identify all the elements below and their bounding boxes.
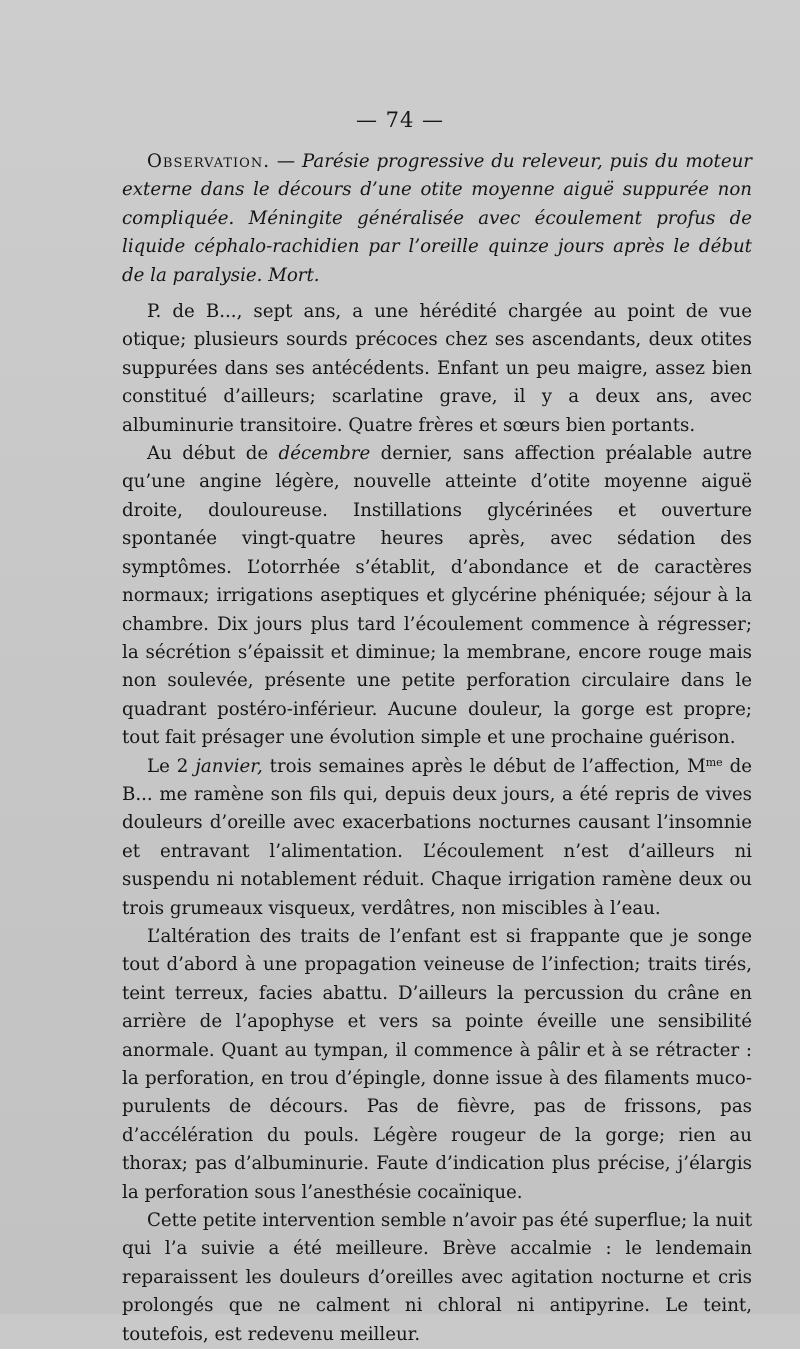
paragraph-4: L’altération des traits de l’enfant est si frappante que je songe tout d’abord à une propagation veineuse de l’infection; traits tirés, teint terreux, facies abattu. D’ailleurs la percussion du crâne en arrière de l’apophyse et vers sa pointe éveille une sensibilité anormale. Quant au tympan, il commence à pâlir et à se rétracter : la perforation, en trou d’épingle, donne issue à des filaments muco-purulents de décours. Pas de fièvre, pas de frissons, pas d’accélération du pouls. Légère rougeur de la gorge; rien au thorax; pas d’albuminurie. Faute d’indication plus précise, j’élargis la perforation sous l’anesthésie cocaïnique. — [122, 925, 752, 1203]
observation-dash: — — [270, 151, 302, 172]
observation-title: Parésie progressive du releveur, puis du moteur externe dans le décours d’une otite moyenne aiguë suppurée non compliquée. Méningite généralisée avec écoulement profus de liquide céphalo-rachidien par l’oreille quinze jours après le début de la paralysie. Mort. — [122, 151, 752, 286]
paragraph-3 — [122, 753, 752, 923]
paragraph-3-italic: janvier, — [195, 755, 263, 777]
paragraph-3-rest: de B... me ramène son fils qui, depuis deux jours, a été repris de vives douleurs d’oreille avec exacerbations nocturnes causant l’insomnie et entravant l’alimentation. L’écoulement n’est d’ailleurs ni suspendu ni notablement réduit. Chaque irrigation ramène deux ou trois grumeaux visqueux, verdâtres, non miscibles à l’eau. — [122, 755, 752, 919]
paragraph-5: Cette petite intervention semble n’avoir pas été superflue; la nuit qui l’a suivie a été meilleure. Brève accalmie : le lendemain reparaissent les douleurs d’oreilles avec agitation nocturne et cris prolongés que ne calment ni chloral ni antipyrine. Le teint, toutefois, est redevenu meilleur. — [122, 1210, 752, 1345]
paragraph-3-start: Le 2 — [147, 755, 196, 777]
paragraph-3-superscript: me — [705, 755, 723, 769]
paragraph-2-italic: décembre — [278, 443, 371, 465]
observation-heading-paragraph — [122, 148, 752, 290]
paragraph-1: P. de B..., sept ans, a une hérédité chargée au point de vue otique; plusieurs sourds précoces chez ses ascendants, deux otites suppurées dans ses antécédents. Enfant un peu maigre, assez bien constitué d’ailleurs; scarlatine grave, il y a deux ans, avec albuminurie transitoire. Quatre frères et sœurs bien portants. — [122, 301, 752, 436]
paragraph-3-mid: trois semaines après le début de l’affection, M — [262, 755, 706, 777]
page-number: — 74 — — [355, 108, 445, 132]
paragraph-2-rest: dernier, sans affection préalable autre qu’une angine légère, nouvelle atteinte d’otite moyenne aiguë droite, douloureuse. Instillations glycérinées et ouverture spontanée vingt-quatre heures après, avec sédation des symptômes. L’otorrhée s’établit, d’abondance et de caractères normaux; irrigations aseptiques et glycérine phéniquée; séjour à la chambre. Dix jours plus tard l’écoulement commence à régresser; la sécrétion s’épaissit et diminue; la membrane, encore rouge mais non soulevée, présente une petite perforation circulaire dans le quadrant postéro-inférieur. Aucune douleur, la gorge est propre; tout fait présager une évolution simple et une prochaine guérison. — [122, 443, 753, 749]
observation-label: Observation. — [147, 151, 270, 172]
paragraph-2-start: Au début de — [147, 443, 279, 465]
page-body — [122, 148, 752, 1349]
paragraph-2 — [122, 440, 752, 752]
